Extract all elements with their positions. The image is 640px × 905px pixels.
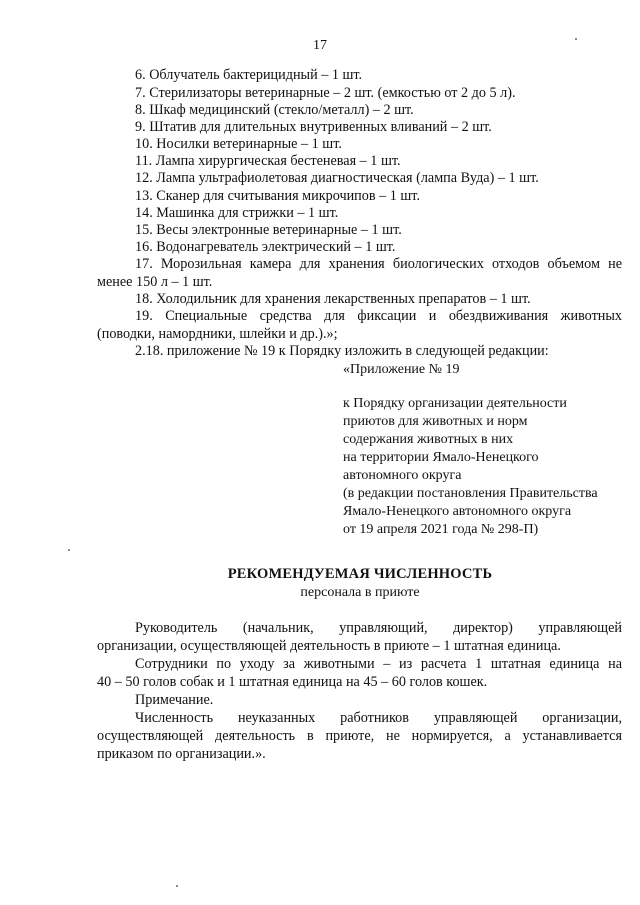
scan-speck bbox=[68, 549, 70, 551]
list-item: 12. Лампа ультрафиолетовая диагностическая (лампа Вуда) – 1 шт. bbox=[135, 170, 539, 186]
paragraph-1-line1: Руководитель (начальник, управляющий, директор) управляющей bbox=[135, 620, 622, 636]
list-item: 16. Водонагреватель электрический – 1 шт. bbox=[135, 239, 396, 255]
paragraph-1-line2: организации, осуществляющей деятельность в приюте – 1 штатная единица. bbox=[97, 638, 561, 654]
list-item: 14. Машинка для стрижки – 1 шт. bbox=[135, 205, 339, 221]
section-subheading: персонала в приюте bbox=[300, 585, 420, 600]
list-item: 9. Штатив для длительных внутривенных вливаний – 2 шт. bbox=[135, 119, 492, 135]
list-item-17-line1: 17. Морозильная камера для хранения биологических отходов объемом не bbox=[135, 256, 622, 272]
appendix-line: автономного округа bbox=[343, 468, 462, 483]
appendix-line: к Порядку организации деятельности bbox=[343, 396, 567, 411]
appendix-line: приютов для животных и норм bbox=[343, 414, 528, 429]
appendix-title: «Приложение № 19 bbox=[343, 362, 460, 377]
list-item: 7. Стерилизаторы ветеринарные – 2 шт. (емкостью от 2 до 5 л). bbox=[135, 85, 516, 101]
paragraph-2-line2: 40 – 50 голов собак и 1 штатная единица на 45 – 60 голов кошек. bbox=[97, 674, 488, 690]
section-heading: РЕКОМЕНДУЕМАЯ ЧИСЛЕННОСТЬ bbox=[227, 566, 493, 582]
appendix-line: на территории Ямало-Ненецкого bbox=[343, 450, 539, 465]
list-item: 8. Шкаф медицинский (стекло/металл) – 2 шт. bbox=[135, 102, 414, 118]
note-label: Примечание. bbox=[135, 692, 214, 708]
paragraph-3-line1: Численность неуказанных работников управляющей организации, bbox=[135, 710, 622, 726]
list-item-18: 18. Холодильник для хранения лекарственных препаратов – 1 шт. bbox=[135, 291, 531, 307]
list-item: 13. Сканер для считывания микрочипов – 1 шт. bbox=[135, 188, 420, 204]
appendix-line: (в редакции постановления Правительства bbox=[343, 486, 598, 501]
appendix-line: от 19 апреля 2021 года № 298-П) bbox=[343, 522, 539, 537]
list-item-19-line1: 19. Специальные средства для фиксации и обездвиживания животных bbox=[135, 308, 622, 324]
list-item: 15. Весы электронные ветеринарные – 1 шт. bbox=[135, 222, 402, 238]
paragraph-3-line2: осуществляющей деятельность в приюте, не нормируется, а устанавливается bbox=[97, 728, 622, 744]
appendix-line: содержания животных в них bbox=[343, 432, 514, 447]
list-item: 10. Носилки ветеринарные – 1 шт. bbox=[135, 136, 342, 152]
scan-speck bbox=[575, 38, 577, 40]
scan-speck bbox=[176, 885, 178, 887]
paragraph-2-line1: Сотрудники по уходу за животными – из расчета 1 штатная единица на bbox=[135, 656, 622, 672]
amendment-2-18: 2.18. приложение № 19 к Порядку изложить в следующей редакции: bbox=[135, 343, 549, 359]
list-item-17-line2: менее 150 л – 1 шт. bbox=[97, 274, 213, 290]
page-number: 17 bbox=[313, 38, 327, 53]
list-item: 11. Лампа хирургическая бестеневая – 1 шт. bbox=[135, 153, 401, 169]
list-item: 6. Облучатель бактерицидный – 1 шт. bbox=[135, 67, 363, 83]
appendix-line: Ямало-Ненецкого автономного округа bbox=[343, 504, 572, 519]
paragraph-3-line3: приказом по организации.». bbox=[97, 746, 266, 762]
list-item-19-line2: (поводки, намордники, шлейки и др.).»; bbox=[97, 326, 338, 342]
